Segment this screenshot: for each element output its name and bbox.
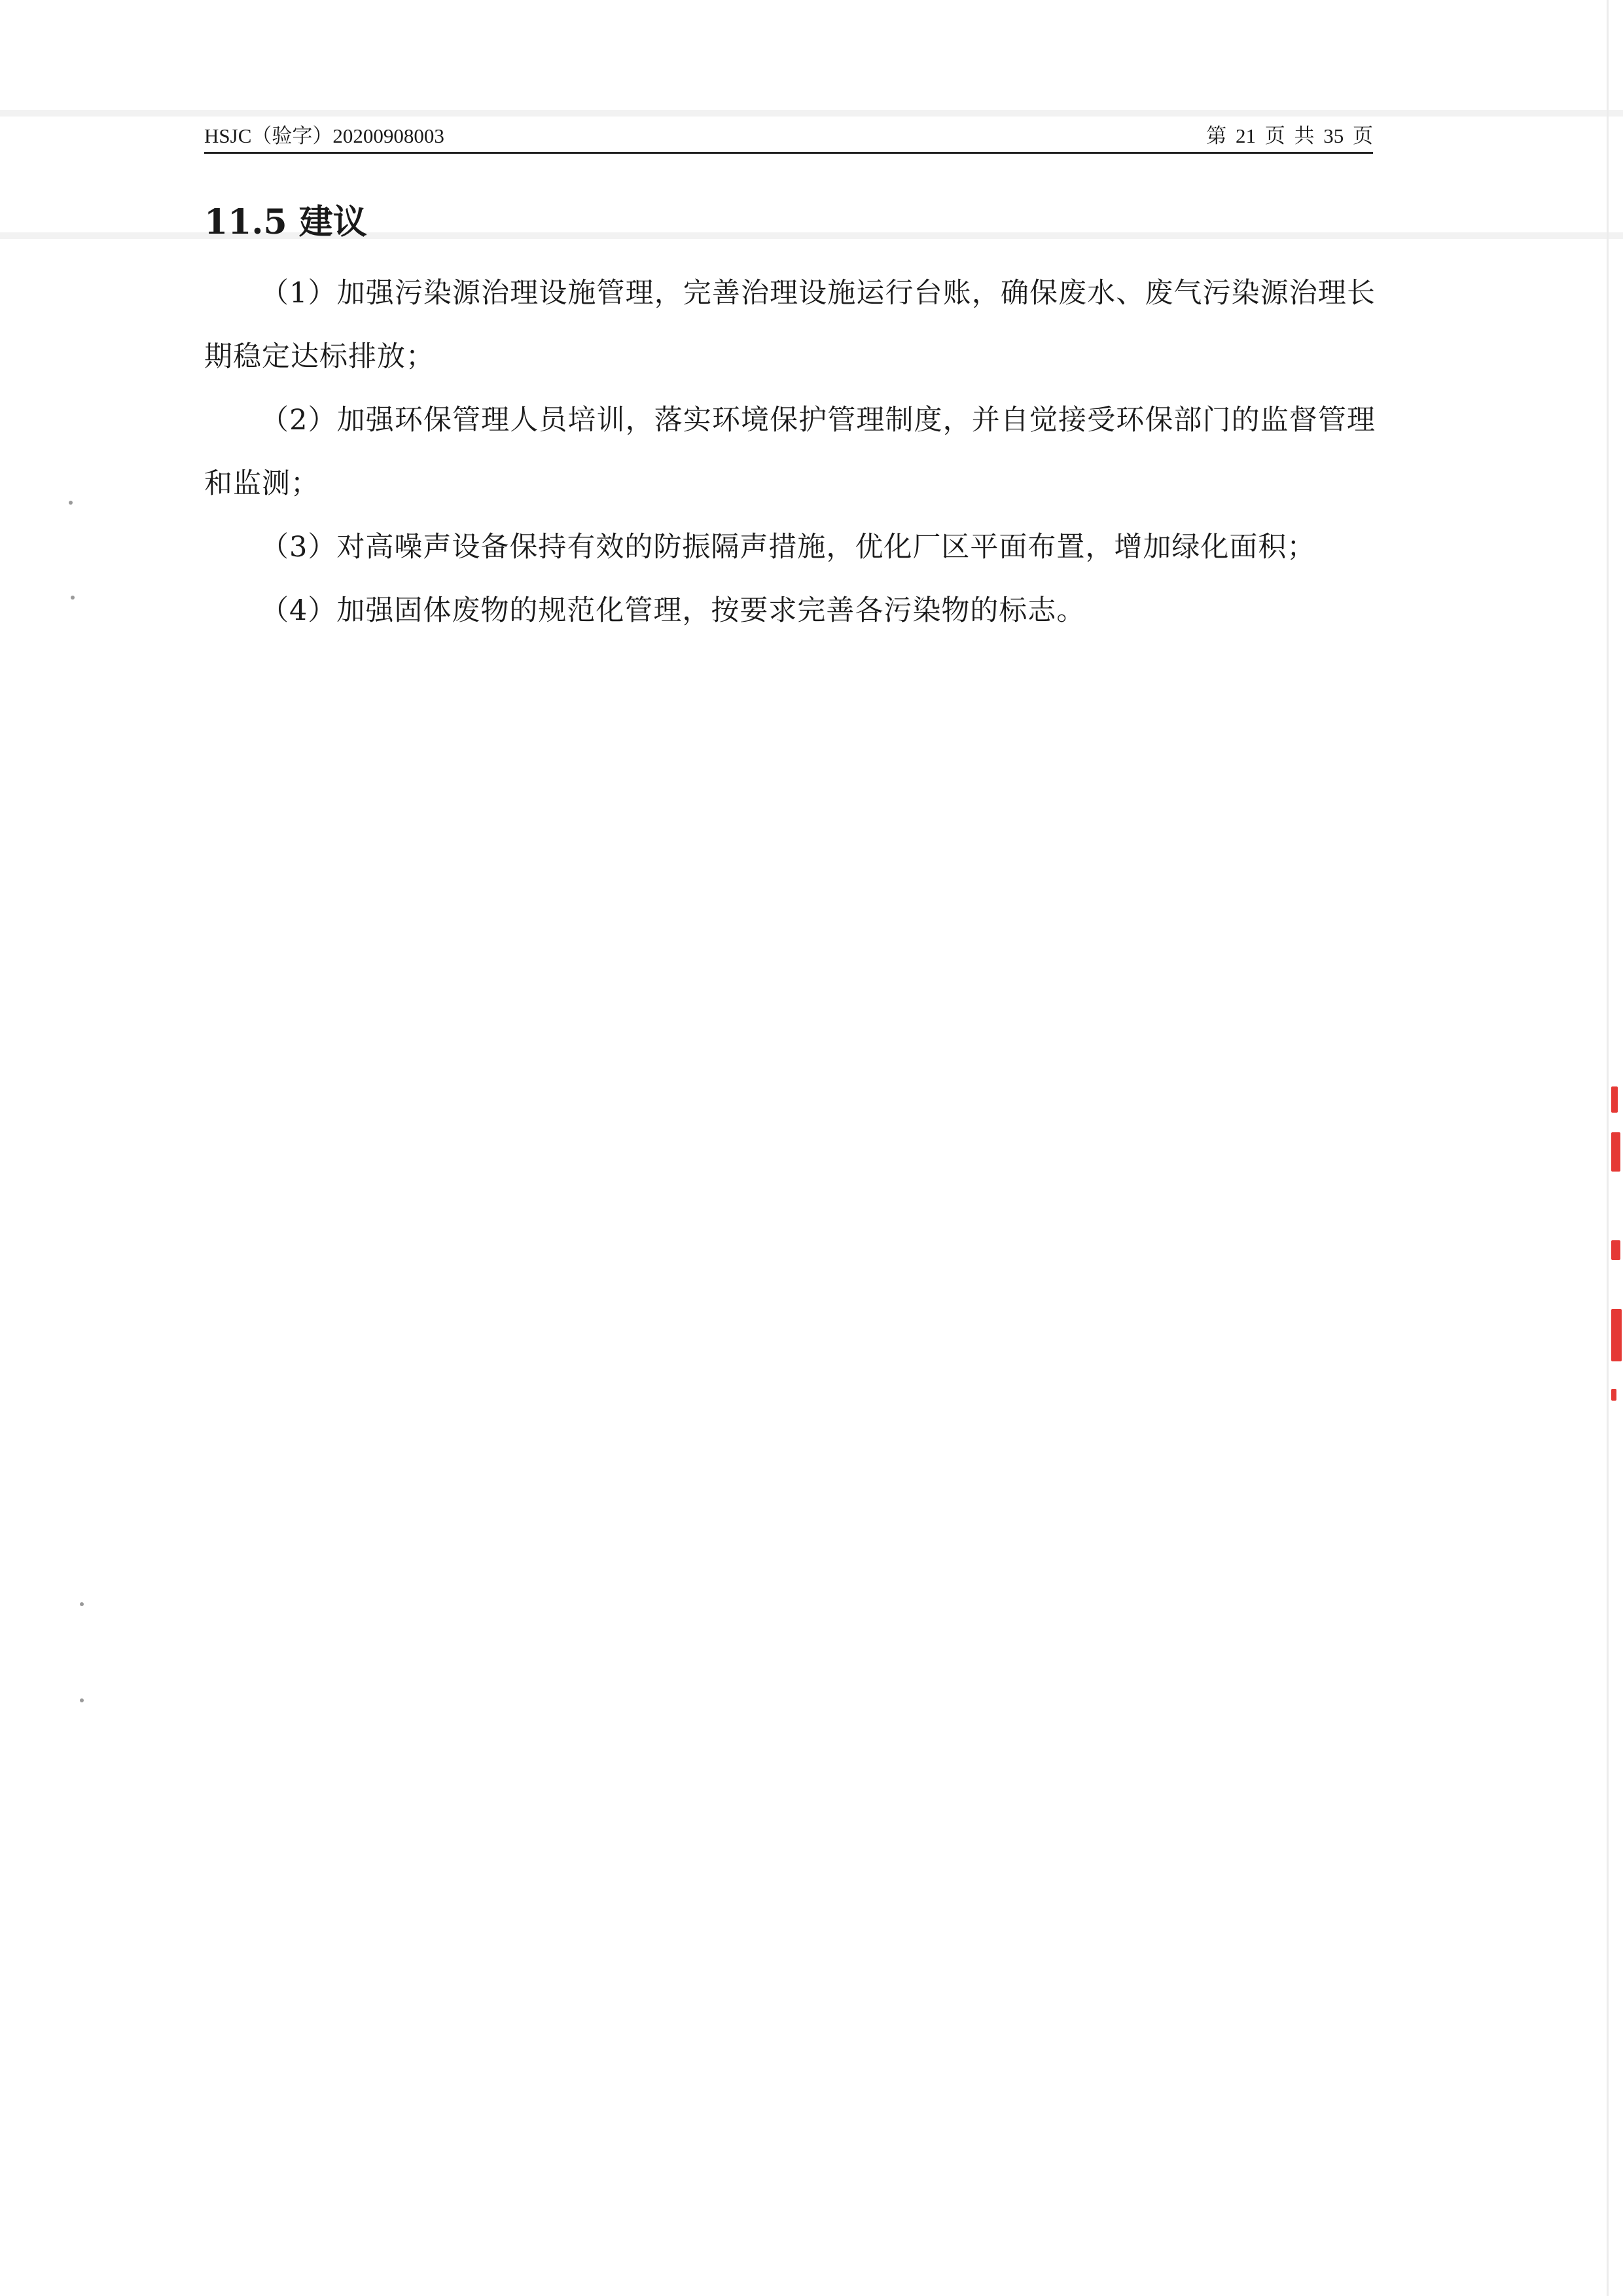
recommendations-body [204,262,1376,643]
scan-artifact-band [0,110,1623,117]
scan-artifact-edge [1607,0,1609,2296]
document-number: HSJC（验字）20200908003 [204,124,444,147]
page-header [204,123,1373,154]
recommendation-paragraph: （1）加强污染源治理设施管理，完善治理设施运行台账，确保废水、废气污染源治理长期稳定达标排放； [204,277,1376,373]
recommendation-paragraph: （4）加强固体废物的规范化管理，按要求完善各污染物的标志。 [260,594,1086,627]
page-counter: 第 21 页 共 35 页 [1206,124,1373,147]
recommendation-paragraph: （2）加强环保管理人员培训，落实环境保护管理制度，并自觉接受环保部门的监督管理和监测； [204,404,1376,500]
red-stamp-fragment [1611,1086,1623,1401]
scan-speck [80,1602,84,1606]
section-title: 11.5 建议 [204,202,367,242]
scan-speck [80,1698,84,1702]
recommendation-paragraph: （3）对高噪声设备保持有效的防振隔声措施，优化厂区平面布置，增加绿化面积； [260,531,1316,564]
scan-speck [69,501,73,505]
scan-speck [71,596,75,600]
